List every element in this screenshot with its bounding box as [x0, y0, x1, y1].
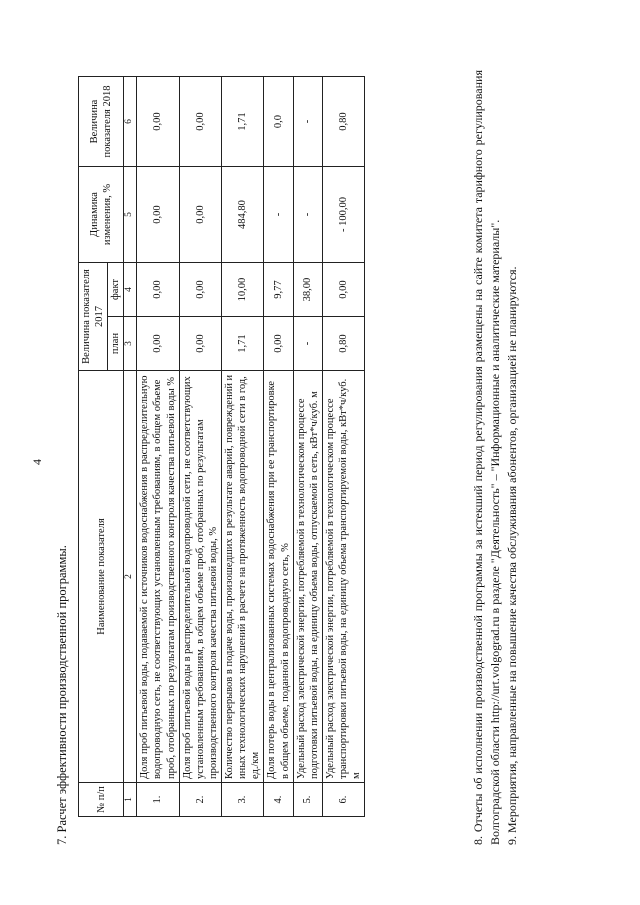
row-dynamics: - 100,00: [322, 167, 364, 263]
header-plan: план: [108, 317, 124, 371]
col-number: 4: [124, 263, 137, 317]
row-num: 1.: [137, 783, 179, 817]
row-num: 6.: [322, 783, 364, 817]
table-row: [222, 77, 264, 817]
row-num: 5.: [293, 783, 322, 817]
row-name: Удельный расход электрической энергии, потребляемой в технологическом процессе транспортировки питьевой воды, на единицу объема транспортируемой воды, кВт*ч/куб. м: [322, 371, 364, 783]
row-plan: 0,00: [264, 317, 293, 371]
row-num: 2.: [179, 783, 221, 817]
row-value-2018: 0,00: [179, 77, 221, 167]
notes-block: [470, 70, 520, 845]
row-plan: -: [293, 317, 322, 371]
efficiency-table: [78, 76, 365, 817]
row-fact: 9,77: [264, 263, 293, 317]
row-name: Доля проб питьевой воды в распределительной водопроводной сети, не соответствующих установленным требованиям, в общем объеме проб, отобранных по результатам производственного контроля качества питьевой воды, %: [179, 371, 221, 783]
header-fact: факт: [108, 263, 124, 317]
table-row: [264, 77, 293, 817]
row-dynamics: -: [264, 167, 293, 263]
row-fact: 0,00: [137, 263, 179, 317]
header-dynamics: Динамика изменения, %: [79, 167, 124, 263]
row-dynamics: -: [293, 167, 322, 263]
row-value-2018: -: [293, 77, 322, 167]
row-num: 4.: [264, 783, 293, 817]
table-row: [137, 77, 179, 817]
row-name: Количество перерывов в подаче воды, произошедших в результате аварий, повреждений и иных технологических нарушений в расчете на протяженность водопроводной сети в год, ед./км: [222, 371, 264, 783]
header-name: Наименование показателя: [79, 371, 124, 783]
row-fact: 0,00: [179, 263, 221, 317]
note-reports: 8. Отчеты об исполнении производственной программы за истекший период регулирования размещены на сайте комитета тарифного регулирования Волгоградской области http://urt.volgograd.ru в разделе "Деятельность" – "Информационные и аналитические материалы".: [471, 70, 502, 845]
col-number: 1: [124, 783, 137, 817]
row-value-2018: 1,71: [222, 77, 264, 167]
row-name: Доля проб питьевой воды, подаваемой с источников водоснабжения в распределительную водопроводную сеть, не соответствующих установленным требованиям, в общем объеме проб, отобранных по результатам производственного контроля качества питьевой воды %: [137, 371, 179, 783]
row-dynamics: 484,80: [222, 167, 264, 263]
row-num: 3.: [222, 783, 264, 817]
row-value-2018: 0,0: [264, 77, 293, 167]
page-number: 4: [30, 459, 44, 465]
row-plan: 1,71: [222, 317, 264, 371]
row-value-2018: 0,00: [137, 77, 179, 167]
col-number: 5: [124, 167, 137, 263]
row-plan: 0,00: [179, 317, 221, 371]
table-row: [293, 77, 322, 817]
row-fact: 0,00: [322, 263, 364, 317]
col-number: 3: [124, 317, 137, 371]
table-row: [322, 77, 364, 817]
section-title: 7. Расчет эффективности производственной программы.: [55, 545, 69, 845]
header-num: № п/п: [79, 783, 124, 817]
row-value-2018: 0,80: [322, 77, 364, 167]
table-row: [179, 77, 221, 817]
row-name: Доля потерь воды в централизованных системах водоснабжения при ее транспортировке в общем объеме, поданной в водопроводную сеть, %: [264, 371, 293, 783]
row-plan: 0,80: [322, 317, 364, 371]
row-fact: 38,00: [293, 263, 322, 317]
header-value-2017: Величина показателя 2017: [79, 263, 108, 371]
note-measures: 9. Мероприятия, направленные на повышение качества обслуживания абонентов, организацией не планируются.: [504, 266, 519, 845]
row-name: Удельный расход электрической энергии, потребляемой в технологическом процессе подготовки питьевой воды, на единицу объема воды, отпускаемой в сеть, кВт*ч/куб. м: [293, 371, 322, 783]
row-dynamics: 0,00: [137, 167, 179, 263]
header-value-2018: Величина показателя 2018: [79, 77, 124, 167]
col-number: 6: [124, 77, 137, 167]
row-fact: 10,00: [222, 263, 264, 317]
row-plan: 0,00: [137, 317, 179, 371]
row-dynamics: 0,00: [179, 167, 221, 263]
col-number: 2: [124, 371, 137, 783]
